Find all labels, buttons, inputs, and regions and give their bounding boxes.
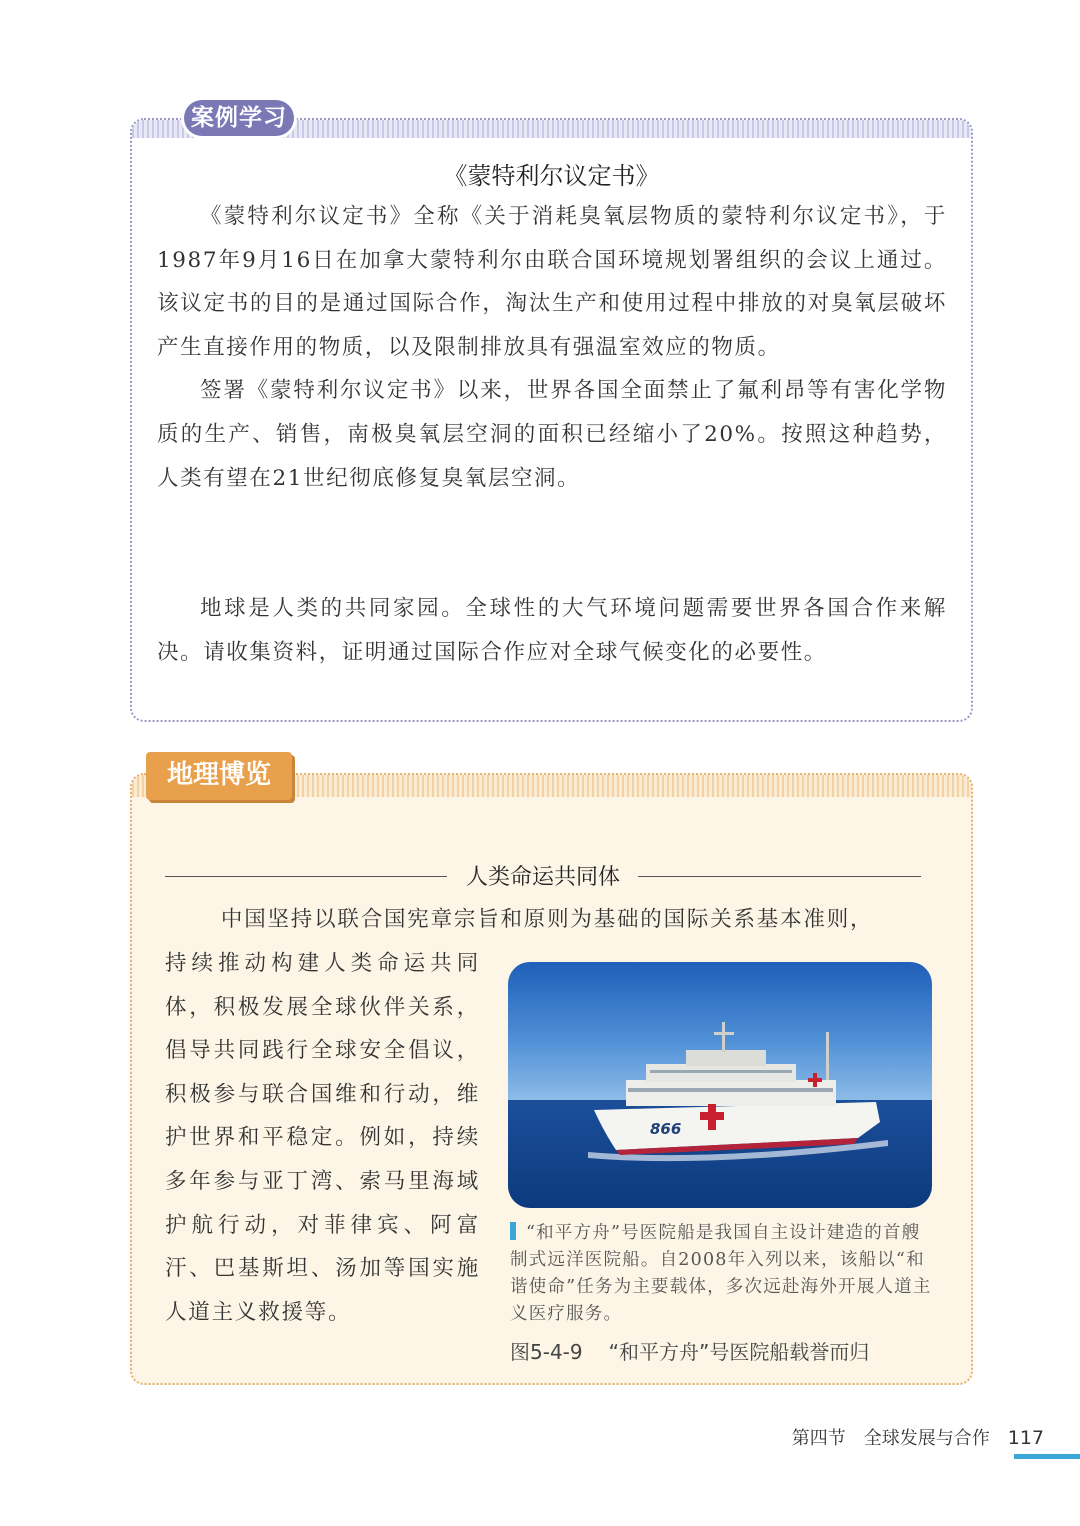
figure-label [510, 1336, 940, 1365]
footer-chapter: 全球发展与合作 [863, 1428, 990, 1449]
geography-lead: 中国坚持以联合国宪章宗旨和原则为基础的国际关系基本准则， [220, 907, 874, 932]
figure-number: 图5-4-9 [510, 1340, 583, 1364]
page-footer [792, 1424, 1044, 1450]
activity-text [157, 587, 947, 674]
geography-reading-tab: 地理博览 [146, 752, 292, 800]
caption-marker [510, 1222, 516, 1240]
case-study-paragraph-2: 签署《蒙特利尔议定书》以来，世界各国全面禁止了氟利昂等有害化学物质的生产、销售，南极臭氧层空洞的面积已经缩小了20%。按照这种趋势，人类有望在21世纪彻底修复臭氧层空洞。 [157, 378, 947, 491]
heading-rule-left [165, 876, 447, 877]
figure-title: “和平方舟”号医院船载誉而归 [608, 1340, 870, 1364]
photo-caption [510, 1220, 934, 1328]
photo-caption-text: “和平方舟”号医院船是我国自主设计建造的首艘制式远洋医院船。自2008年入列以来，该船以“和谐使命”任务为主要载体，多次远赴海外开展人道主义医疗服务。 [510, 1223, 932, 1324]
page-number: 117 [1007, 1427, 1044, 1449]
case-study-tab: 案例学习 [184, 100, 294, 136]
hospital-ship-photo [508, 962, 932, 1208]
geography-body: 持续推动构建人类命运共同体，积极发展全球伙伴关系，倡导共同践行全球安全倡议，积极参与联合国维和行动，维护世界和平稳定。例如，持续多年参与亚丁湾、索马里海域护航行动，对菲律宾、阿富汗、巴基斯坦、汤加等国实施人道主义救援等。 [165, 951, 480, 1325]
case-study-title: 《蒙特利尔议定书》 [443, 162, 660, 190]
activity-paragraph: 地球是人类的共同家园。全球性的大气环境问题需要世界各国合作来解决。请收集资料，证明通过国际合作应对全球气候变化的必要性。 [157, 596, 947, 665]
footer-accent-bar [1014, 1454, 1080, 1459]
case-study-paragraph-1: 《蒙特利尔议定书》全称《关于消耗臭氧层物质的蒙特利尔议定书》，于1987年9月16日在加拿大蒙特利尔由联合国环境规划署组织的会议上通过。该议定书的目的是通过国际合作，淘汰生产和使用过程中排放的对臭氧层破坏产生直接作用的物质，以及限制排放具有强温室效应的物质。 [157, 204, 947, 360]
geography-heading: 人类命运共同体 [465, 865, 620, 890]
case-study-text [157, 195, 947, 500]
heading-rule-right [638, 876, 921, 877]
ship-number: 866 [650, 1120, 682, 1138]
footer-section: 第四节 [791, 1428, 846, 1449]
